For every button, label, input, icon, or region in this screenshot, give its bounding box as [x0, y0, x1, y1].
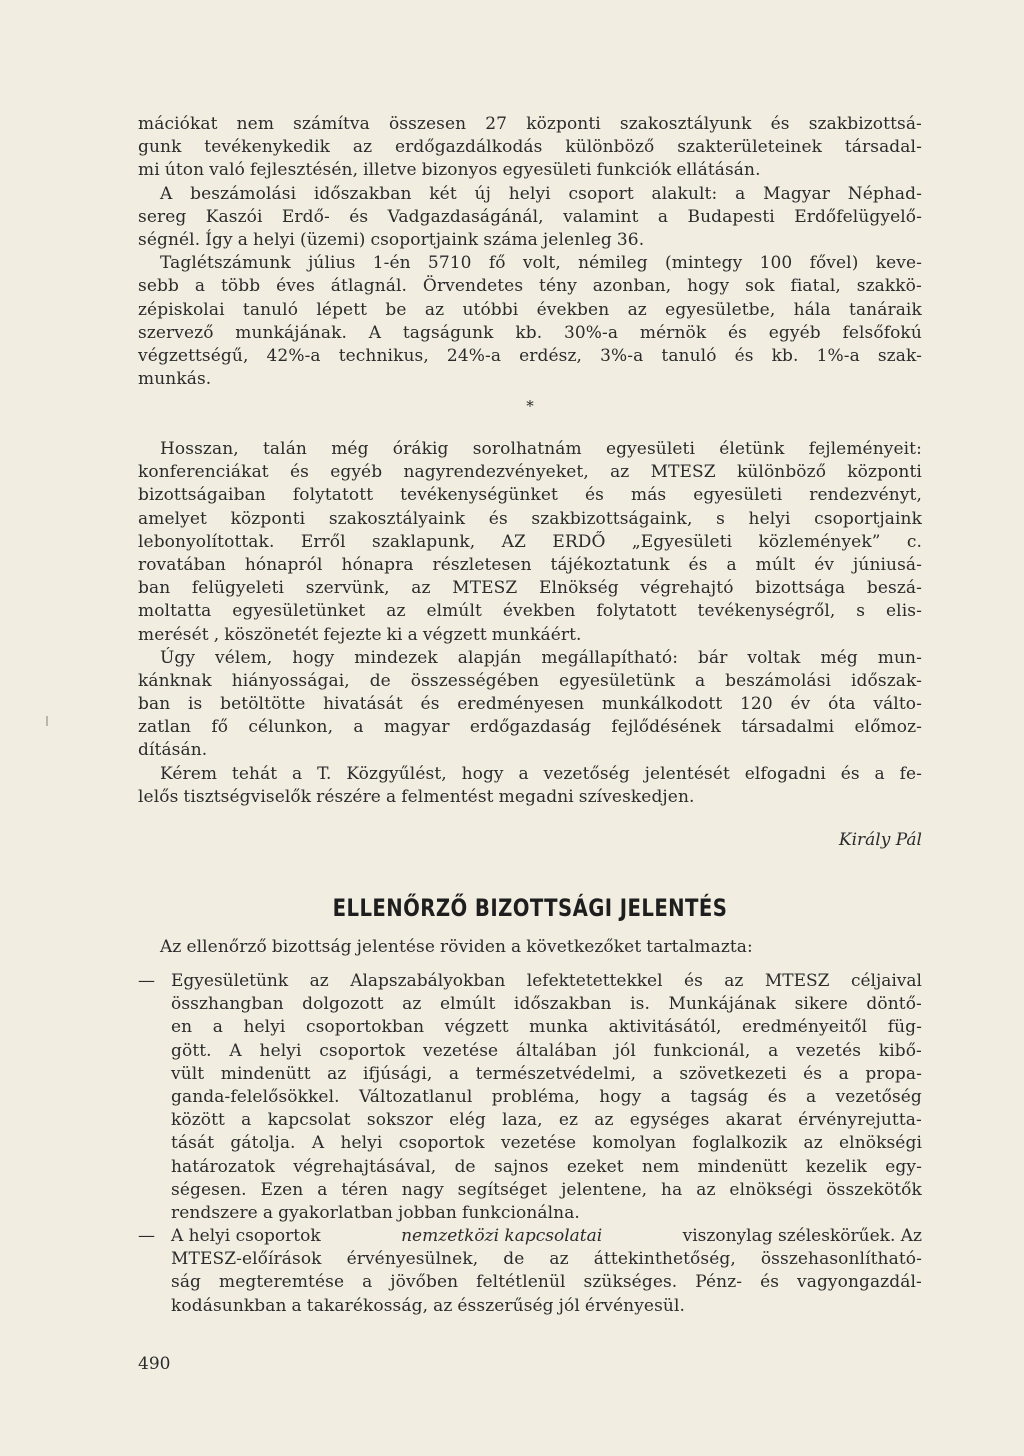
list-item-first-line — [138, 1225, 922, 1248]
text-line: között a kapcsolat sokszor elég laza, ez az egységes akarat érvényrejutta- — [171, 1110, 922, 1131]
text-line: konferenciákat és egyéb nagyrendezvényeket, az MTESZ különböző központi — [138, 462, 922, 483]
text-line: kánknak hiányosságai, de összességében egyesületünk a beszámolási időszak- — [138, 670, 922, 691]
text-line: sebb a több éves átlagnál. Örvendetes tény azonban, hogy sok fiatal, szakkö- — [138, 276, 922, 297]
dash-bullet: — — [138, 1226, 155, 1246]
text-line: gött. A helyi csoportok vezetése általában jól funkcionál, a vezetés kibő- — [171, 1040, 922, 1061]
dash-bullet: — — [138, 971, 155, 991]
text-line: moltatta egyesületünket az elmúlt években folytatott tevékenységről, s elis- — [138, 601, 922, 622]
text-block-activities — [138, 438, 922, 809]
text-line: en a helyi csoportokban végzett munka aktivitásától, eredményeitől füg- — [171, 1017, 922, 1038]
text-line: merését , köszönetét fejezte ki a végzett munkáért. — [138, 624, 582, 645]
text-line: amelyet központi szakosztályaink és szakbizottságaink, s helyi csoportjaink — [138, 508, 922, 529]
text-line: határozatok végrehajtásával, de sajnos ezeket nem mindenütt kezelik egy- — [171, 1156, 922, 1177]
item2-text-pre: A helyi csoportok — [171, 1226, 321, 1246]
text-line: zatlan fő célunkon, a magyar erdőgazdaság fejlődésének társadalmi előmoz- — [138, 717, 922, 738]
report-block — [138, 936, 922, 959]
text-line: Úgy vélem, hogy mindezek alapján megállapítható: bár voltak még mun- — [160, 647, 922, 668]
text-line: lebonyolítottak. Erről szaklapunk, AZ ERDŐ „Egyesületi közlemények” c. — [138, 531, 922, 552]
text-line: rovatában hónapról hónapra részletesen tájékoztatunk és a múlt év júniusá- — [138, 554, 922, 575]
text-block-members — [138, 113, 922, 421]
text-line: tását gátolja. A helyi csoportok vezetése komolyan foglalkozik az elnökségi — [171, 1133, 922, 1154]
text-line: MTESZ-előírások érvényesülnek, de az áttekinthetőség, összehasonlítható- — [171, 1249, 922, 1270]
text-line: lelős tisztségviselők részére a felmentést megadni szíveskedjen. — [138, 786, 695, 807]
text-line: végzettségű, 42%-a technikus, 24%-a erdész, 3%-a tanuló és kb. 1%-a szak- — [138, 345, 922, 366]
author-signature: Király Pál — [838, 830, 922, 850]
text-line: mációkat nem számítva összesen 27 központi szakosztályunk és szakbizottsá- — [138, 114, 922, 134]
text-line: rendszere a gyakorlatban jobban funkcionálna. — [171, 1202, 580, 1223]
text-line: munkás. — [138, 369, 212, 390]
signature-block — [138, 828, 922, 852]
text-line: sereg Kaszói Erdő- és Vadgazdaságánál, valamint a Budapesti Erdőfelügyelő- — [138, 206, 922, 227]
section-separator: * — [526, 397, 534, 416]
text-line: zépiskolai tanuló lépett be az utóbbi években az egyesületbe, hála tanáraik — [138, 299, 922, 320]
section-heading-wrap — [138, 894, 922, 922]
text-line: ségesen. Ezen a téren nagy segítséget jelentene, ha az elnökségi összekötők — [171, 1179, 922, 1200]
page-number: 490 — [138, 1354, 171, 1374]
list-item-first-line — [138, 970, 922, 993]
text-line: ban is betöltötte hivatását és eredményesen munkálkodott 120 év óta válto- — [138, 694, 922, 715]
text-line: Kérem tehát a T. Közgyűlést, hogy a vezetőség jelentését elfogadni és a fe- — [160, 763, 922, 784]
text-line: dításán. — [138, 740, 208, 761]
item2-emphasis: nemzetközi kapcsolatai — [401, 1226, 603, 1246]
report-item-2 — [138, 1225, 922, 1318]
text-line: ségnél. Így a helyi (üzemi) csoportjaink száma jelenleg 36. — [138, 229, 645, 250]
text-line: A beszámolási időszakban két új helyi csoport alakult: a Magyar Néphad- — [160, 183, 922, 204]
text-line: bizottságaiban folytatott tevékenységünket és más egyesületi rendezvényt, — [138, 485, 922, 506]
report-item-1 — [138, 970, 922, 1225]
text-line: Egyesületünk az Alapszabályokban lefektetettekkel és az MTESZ céljaival — [171, 971, 922, 991]
report-intro: Az ellenőrző bizottság jelentése röviden a következőket tartalmazta: — [160, 937, 753, 957]
text-line: összhangban dolgozott az elmúlt időszakban is. Munkájának sikere döntő- — [171, 994, 922, 1015]
text-line: ganda-felelősökkel. Változatlanul probléma, hogy a tagság és a vezetőség — [171, 1086, 922, 1107]
text-line: kodásunkban a takarékosság, az ésszerűség jól érvényesül. — [171, 1295, 686, 1316]
text-line: ban felügyeleti szervünk, az MTESZ Elnökség végrehajtó bizottsága beszá- — [138, 578, 922, 599]
text-line — [171, 1225, 922, 1248]
text-line: mi úton való fejlesztésén, illetve bizonyos egyesületi funkciók ellátásán. — [138, 160, 761, 181]
text-line: gunk tevékenykedik az erdőgazdálkodás különböző szakterületeinek társadal- — [138, 137, 922, 158]
text-line: Hosszan, talán még órákig sorolhatnám egyesületi életünk fejleményeit: — [160, 439, 922, 459]
item2-text-post: viszonylag széleskörűek. Az — [682, 1226, 922, 1246]
text-line: vült mindenütt az ifjúsági, a természetvédelmi, a szövetkezeti és a propa- — [171, 1063, 922, 1084]
section-heading: ELLENŐRZŐ BIZOTTSÁGI JELENTÉS — [332, 894, 728, 922]
text-line: ság megteremtése a jövőben feltétlenül szükséges. Pénz- és vagyongazdál- — [171, 1272, 922, 1293]
text-line: Taglétszámunk július 1-én 5710 fő volt, némileg (mintegy 100 fővel) keve- — [160, 253, 922, 274]
text-line: szervező munkájának. A tagságunk kb. 30%-a mérnök és egyéb felsőfokú — [138, 322, 922, 343]
margin-mark — [46, 716, 48, 726]
